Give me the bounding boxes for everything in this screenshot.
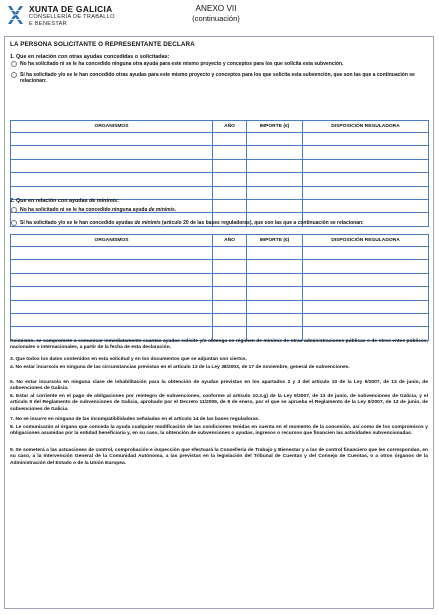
annex-title: ANEXO VII	[195, 4, 237, 13]
cell-input[interactable]	[213, 313, 247, 326]
cell-input[interactable]	[303, 247, 429, 260]
table-row	[11, 273, 429, 286]
cell-input[interactable]	[303, 173, 429, 186]
section-title: LA PERSONA SOLICITANTE O REPRESENTANTE DECLARA	[10, 41, 195, 48]
annex-label	[186, 4, 246, 23]
cell-input[interactable]	[303, 287, 429, 300]
cell-input[interactable]	[247, 159, 303, 172]
cell-input[interactable]	[303, 146, 429, 159]
column-header-disposicion: DISPOSICIÓN REGULADORA	[303, 121, 429, 133]
cell-input[interactable]	[247, 133, 303, 146]
cell-input[interactable]	[213, 287, 247, 300]
radio-q2-yes[interactable]	[11, 220, 17, 226]
organization-block	[29, 4, 115, 27]
organization-name: XUNTA DE GALICIA	[29, 4, 113, 14]
table-row	[11, 133, 429, 146]
cell-input[interactable]	[11, 247, 213, 260]
cell-input[interactable]	[303, 133, 429, 146]
table-row	[11, 287, 429, 300]
table-row	[11, 146, 429, 159]
cell-input[interactable]	[11, 173, 213, 186]
cell-input[interactable]	[213, 300, 247, 313]
column-header-organismos: ORGANISMOS	[11, 121, 213, 133]
table-header-row	[11, 235, 429, 247]
question-2-option-yes: Sí ha solicitado y/o se le han concedido ayudas de minimis (artículo 20 de las bases reguladoras), que son las que a continuación se relacionan:	[20, 220, 364, 226]
table-row	[11, 260, 429, 273]
cell-input[interactable]	[303, 300, 429, 313]
cell-input[interactable]	[11, 287, 213, 300]
column-header-organismos: ORGANISMOS	[11, 235, 213, 247]
question-2-title: 2. Que en relación con ayudas de minimis:	[10, 198, 120, 204]
cell-input[interactable]	[11, 146, 213, 159]
table-row	[11, 247, 429, 260]
department-line-2: E BENESTAR	[29, 20, 68, 27]
cell-input[interactable]	[247, 260, 303, 273]
de-minimis-aids-table	[10, 234, 429, 341]
cell-input[interactable]	[11, 300, 213, 313]
cell-input[interactable]	[213, 159, 247, 172]
cell-input[interactable]	[11, 273, 213, 286]
cell-input[interactable]	[213, 146, 247, 159]
question-2-option-no: No ha solicitado ni se le ha concedido ninguna ayuda de minimis.	[20, 207, 177, 213]
table-row	[11, 159, 429, 172]
column-header-ano: AÑO	[213, 235, 247, 247]
cell-input[interactable]	[247, 146, 303, 159]
column-header-disposicion: DISPOSICIÓN REGULADORA	[303, 235, 429, 247]
table-header-row	[11, 121, 429, 133]
table-row	[11, 173, 429, 186]
declaration-6: 6. Estar al corriente en el pago de obligaciones por reintegro de subvenciones, conforme al artículo 10.2.g) de la Ley 9/2007, de 13 de junio, de subvenciones de Galicia, y el artículo 9 del Reglamento de subvenciones de Galicia, aprobado por el Decreto 11/2009, de 8 de enero, por el que se aprueba el Reglamento de la Ley 9/2007, de 13 de junio, de subvenciones de Galicia.	[10, 394, 428, 412]
radio-q1-yes[interactable]	[11, 72, 17, 78]
cell-input[interactable]	[247, 287, 303, 300]
xunta-logo-icon	[6, 4, 25, 26]
declaration-5: 5. No estar incurso/a en ninguna clase de inhabilitación para la obtención de ayudas previstas en los apartados 2 y 3 del artículo 10 de la Ley 9/2007, de 13 de junio, de subvenciones de Galicia.	[10, 380, 428, 392]
cell-input[interactable]	[303, 159, 429, 172]
cell-input[interactable]	[247, 313, 303, 326]
cell-input[interactable]	[303, 186, 429, 199]
cell-input[interactable]	[247, 247, 303, 260]
column-header-ano: AÑO	[213, 121, 247, 133]
cell-input[interactable]	[247, 173, 303, 186]
cell-input[interactable]	[11, 133, 213, 146]
declaration-3: 3. Que todos los datos contenidos en esta solicitud y en los documentos que se adjuntan son ciertos.	[10, 357, 247, 362]
cell-input[interactable]	[247, 186, 303, 199]
cell-input[interactable]	[213, 247, 247, 260]
department-line-1: CONSELLERÍA DE TRABALLO	[29, 14, 115, 20]
cell-input[interactable]	[247, 273, 303, 286]
declaration-7: 7. No se incurre en ninguna de las incompatibilidades señaladas en el artículo 14 de las bases reguladoras.	[10, 417, 260, 422]
cell-input[interactable]	[213, 186, 247, 199]
cell-input[interactable]	[11, 260, 213, 273]
declaration-4: 4. No estar incurso/a en ninguna de las circunstancias previstas en el artículo 13 de la Ley 38/2003, de 17 de noviembre, general de subvenciones.	[10, 365, 350, 370]
table-row	[11, 313, 429, 326]
cell-input[interactable]	[213, 273, 247, 286]
cell-input[interactable]	[247, 300, 303, 313]
cell-input[interactable]	[303, 260, 429, 273]
cell-input[interactable]	[303, 273, 429, 286]
cell-input[interactable]	[213, 260, 247, 273]
column-header-importe: IMPORTE (€)	[247, 121, 303, 133]
cell-input[interactable]	[11, 313, 213, 326]
column-header-importe: IMPORTE (€)	[247, 235, 303, 247]
document-header	[6, 4, 434, 34]
declaration-8: 8. Le comunicarán al órgano que conceda la ayuda cualquier modificación de las condiciones tenidas en cuenta en el momento de la concesión, así como de los compromisos y obligaciones asumidas por la entidad beneficiaria y, en su caso, la obtención de subvenciones o ayudas, ingresos o recursos que financien las actividades subvencionadas.	[10, 425, 428, 437]
cell-input[interactable]	[213, 173, 247, 186]
question-1-option-no: No ha solicitado ni se le ha concedido ninguna otra ayuda para este mismo proyecto y conceptos para los que solicita esta subvención.	[20, 61, 344, 67]
annex-subtitle: (continuación)	[192, 14, 240, 23]
question-1-option-yes: Sí ha solicitado y/o se le han concedido otras ayudas para este mismo proyecto y conceptos para los que solicita esta subvención, que son las que a continuación se relacionan:	[20, 72, 415, 85]
cell-input[interactable]	[303, 313, 429, 326]
cell-input[interactable]	[11, 159, 213, 172]
radio-q2-no[interactable]	[11, 207, 17, 213]
radio-q1-no[interactable]	[11, 61, 17, 67]
question-1-title: 1. Que en relación con otras ayudas concedidas o solicitadas:	[10, 54, 170, 60]
declaration-9: 9. Se someterá a las actuaciones de control, comprobación e inspección que efectuará la Consellería de Trabajo y Bienestar y a las de control financiero que les correspondan, en su caso, a la Intervención General de la Comunidad Autónoma, a las previstas en la legislación del Tribunal de Cuentas y del Consejo de Cuentas, o a otros órganos de la Administración del Estado o de la Unión Europea.	[10, 448, 428, 466]
cell-input[interactable]	[213, 133, 247, 146]
table-row	[11, 300, 429, 313]
declaration-commitment: Asimismo, se compromete a comunicar inmediatamente cuantas ayudas solicite y/o obtenga en régimen de minimis de otras administraciones públicas o de otros entes públicos, nacionales o internacionales, a partir de la fecha de esta declaración.	[10, 339, 428, 351]
